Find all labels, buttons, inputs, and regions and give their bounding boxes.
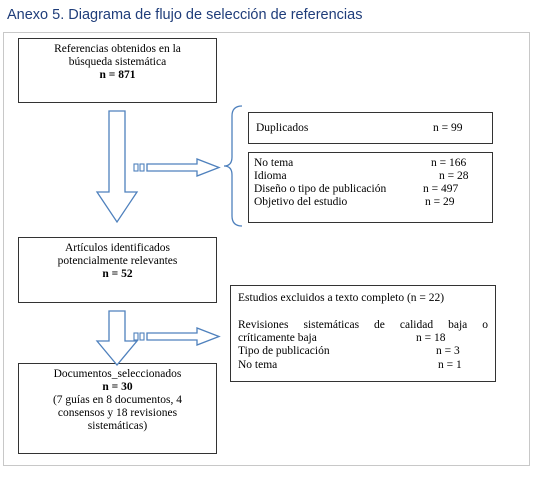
exclusion-label: No tema xyxy=(254,157,294,169)
box-selected-documents xyxy=(18,363,217,454)
box-selected-line3: (7 guías en 8 documentos, 4 xyxy=(52,394,183,406)
box-selected-line1: Documentos_seleccionados xyxy=(53,368,182,380)
box-references-line2: búsqueda sistemática xyxy=(68,56,167,68)
box-references-count: n = 871 xyxy=(99,69,136,81)
box-relevant-line1: Artículos identificados xyxy=(64,242,171,254)
exclusion-value: n = 28 xyxy=(439,170,469,182)
fulltext-item1-line1: Revisiones sistemáticas de calidad baja o xyxy=(238,319,488,331)
box-relevant-line2: potencialmente relevantes xyxy=(57,255,178,267)
box-selected-line4: consensos y 18 revisiones xyxy=(57,407,178,419)
fulltext-item1-line2: críticamente baja xyxy=(238,332,317,344)
exclusion-value: n = 166 xyxy=(431,157,467,169)
box-references-line1: Referencias obtenidos en la xyxy=(54,43,181,55)
fulltext-item1-value: n = 18 xyxy=(416,332,446,344)
box-references xyxy=(18,38,217,103)
exclusion-row xyxy=(249,157,492,170)
box-relevant-articles xyxy=(18,237,217,303)
exclusion-row xyxy=(249,183,492,196)
box-exclusions-screening xyxy=(248,152,493,223)
fulltext-header: Estudios excluidos a texto completo (n = 22) xyxy=(238,292,445,304)
exclusion-value: n = 29 xyxy=(425,196,455,208)
duplicates-value: n = 99 xyxy=(433,122,463,134)
box-selected-line5: sistemáticas) xyxy=(87,420,148,432)
page-title: Anexo 5. Diagrama de flujo de selección de referencias xyxy=(7,7,363,23)
exclusion-label: Idioma xyxy=(254,170,287,182)
fulltext-item2-label: Tipo de publicación xyxy=(238,345,330,357)
duplicates-label: Duplicados xyxy=(256,122,309,134)
fulltext-item3-value: n = 1 xyxy=(438,359,462,371)
box-relevant-count: n = 52 xyxy=(102,268,133,280)
exclusion-label: Objetivo del estudio xyxy=(254,196,348,208)
box-exclusions-fulltext xyxy=(230,285,496,382)
fulltext-item2-value: n = 3 xyxy=(436,345,460,357)
exclusion-value: n = 497 xyxy=(423,183,459,195)
exclusion-label: Diseño o tipo de publicación xyxy=(254,183,387,195)
box-selected-count: n = 30 xyxy=(102,381,133,393)
box-duplicates xyxy=(248,112,493,144)
exclusion-row xyxy=(249,196,492,209)
exclusion-row xyxy=(249,170,492,183)
fulltext-item3-label: No tema xyxy=(238,359,278,371)
